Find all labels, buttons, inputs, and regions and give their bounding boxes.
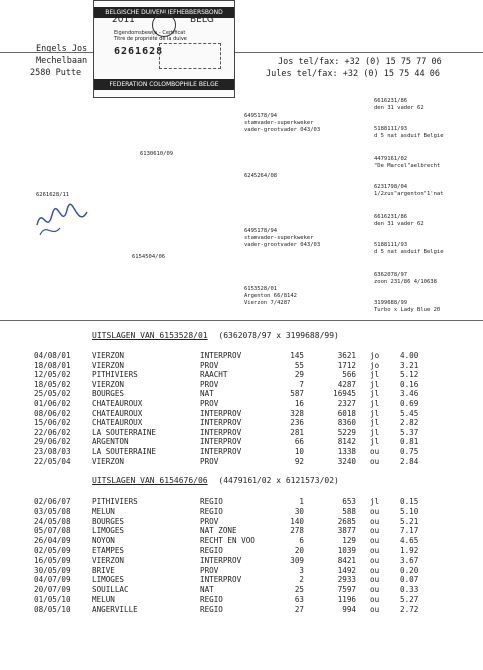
cell-date: 26/04/09 (34, 536, 71, 546)
cell-place: LA SOUTERRAINE (92, 447, 157, 456)
pedigree-divider (0, 320, 483, 321)
certificate-ring-number: 6261628 (114, 46, 164, 57)
pedigree-gen2-2: 6245264/08 (244, 173, 278, 179)
cell-cat: REGIO (200, 546, 223, 555)
cell-birds: 3877 (337, 526, 356, 536)
cell-pos: 7 (299, 379, 304, 389)
cell-cat: PROV (200, 379, 219, 389)
cell-place: BRIVE (92, 565, 115, 575)
cell-date: 24/05/08 (34, 516, 71, 526)
cell-date: 22/06/02 (34, 427, 71, 437)
cell-date: 02/05/09 (34, 546, 71, 555)
pedigree-gen3-6: 5188111/93 d 5 nat asduif Belgie (374, 242, 444, 255)
cell-birds: 1039 (337, 546, 356, 555)
cell-cat: REGIO (200, 595, 223, 604)
cell-pos: 281 (290, 427, 304, 437)
cell-who: ou (370, 456, 380, 466)
table-row (0, 507, 483, 516)
cell-date: 04/07/09 (34, 575, 71, 585)
certificate-top-band: BELGISCHE DUIVENLIEFHEBBERSBOND (94, 7, 234, 18)
cell-pos: 55 (294, 360, 304, 370)
cell-cat: PROV (200, 360, 219, 370)
cell-who: ou (370, 585, 380, 595)
cell-date: 03/05/08 (34, 506, 71, 516)
cell-birds: 16945 (333, 389, 356, 399)
cell-cat: NAT ZONE (200, 526, 237, 536)
cell-cat: PROV (200, 456, 219, 466)
barcode-icon (159, 43, 221, 69)
cell-who: ou (370, 565, 380, 575)
cell-date: 08/06/02 (34, 408, 71, 418)
cell-who: jo (370, 360, 380, 370)
cell-who: ou (370, 604, 380, 614)
cell-cat: INTERPROV (200, 437, 242, 447)
cell-coef: 2.82 (400, 418, 419, 428)
cell-place: MELUN (92, 595, 115, 604)
cell-place: LIMOGES (92, 526, 125, 536)
table-row (0, 361, 483, 370)
cell-birds: 588 (342, 506, 356, 516)
table-row (0, 605, 483, 614)
cell-who: ou (370, 555, 380, 565)
cell-cat: RAACHT (200, 370, 228, 380)
cell-pos: 10 (294, 447, 304, 456)
cell-coef: 5.37 (400, 427, 419, 437)
cell-coef: 0.07 (400, 575, 419, 585)
cell-birds: 994 (342, 604, 356, 614)
owner-city: 2580 Putte (30, 68, 82, 78)
cell-cat: REGIO (200, 604, 223, 614)
pedigree-gen3-3: 4479161/02 "De Marcel"aelbrecht (374, 156, 441, 169)
dam-ring: 6154504/06 (132, 254, 166, 260)
cell-coef: 3.21 (400, 360, 419, 370)
cell-birds: 2327 (337, 399, 356, 408)
cell-who: jl (370, 427, 380, 437)
cell-birds: 2933 (337, 575, 356, 585)
cell-place: NOYON (92, 536, 115, 546)
table-row (0, 457, 483, 466)
cell-who: ou (370, 575, 380, 585)
cell-pos: 140 (290, 516, 304, 526)
cell-date: 02/06/07 (34, 497, 71, 506)
cell-place: LA SOUTERRAINE (92, 427, 157, 437)
pedigree-gen3-2: 5188111/93 d 5 nat asduif Belgie (374, 126, 444, 139)
ownership-certificate (93, 0, 235, 98)
cell-who: jl (370, 418, 380, 428)
table-row (0, 546, 483, 555)
cell-place: VIERZON (92, 360, 125, 370)
cell-birds: 1196 (337, 595, 356, 604)
cell-who: ou (370, 516, 380, 526)
cell-birds: 129 (342, 536, 356, 546)
cell-pos: 309 (290, 555, 304, 565)
table-row (0, 409, 483, 418)
cell-date: 16/05/09 (34, 555, 71, 565)
cell-coef: 0.33 (400, 585, 419, 595)
table-row (0, 399, 483, 408)
cell-cat: NAT (200, 389, 214, 399)
table-row (0, 418, 483, 427)
cell-coef: 0.20 (400, 565, 419, 575)
cell-birds: 1712 (337, 360, 356, 370)
table-row (0, 447, 483, 456)
cell-place: MELUN (92, 506, 115, 516)
cell-pos: 2 (299, 575, 304, 585)
cell-place: ARGENTON (92, 437, 129, 447)
sire-ring: 6130610/09 (140, 151, 174, 157)
cell-place: VIERZON (92, 456, 125, 466)
cell-birds: 6018 (337, 408, 356, 418)
certificate-year: 2011 (112, 15, 135, 25)
cell-date: 18/05/02 (34, 379, 71, 389)
cell-birds: 566 (342, 370, 356, 380)
cell-coef: 5.45 (400, 408, 419, 418)
cell-date: 01/06/02 (34, 399, 71, 408)
pedigree-gen2-4: 6153528/01 Argenton 66/8142 Vierzon 7/4287 (244, 286, 297, 306)
cell-cat: PROV (200, 399, 219, 408)
cell-birds: 8142 (337, 437, 356, 447)
cell-who: ou (370, 506, 380, 516)
pedigree-gen3-4: 6231798/04 1/2zus"argenton"1'nat (374, 184, 444, 197)
pedigree-gen3-5: 6616231/86 den 31 vader 62 (374, 214, 424, 227)
cell-pos: 328 (290, 408, 304, 418)
pedigree-gen2-1: 6495178/94 stamvader-superkweker vader-grootvader 043/03 (244, 113, 321, 133)
table-row (0, 370, 483, 379)
cell-date: 29/06/02 (34, 437, 71, 447)
cell-pos: 278 (290, 526, 304, 536)
cell-pos: 29 (294, 370, 304, 380)
cell-place: VIERZON (92, 555, 125, 565)
cell-coef: 0.16 (400, 379, 419, 389)
table-row (0, 380, 483, 389)
header-divider (0, 52, 93, 53)
cell-date: 15/06/02 (34, 418, 71, 428)
cell-cat: NAT (200, 585, 214, 595)
cell-coef: 0.75 (400, 447, 419, 456)
cell-place: PITHIVIERS (92, 497, 138, 506)
table-row (0, 437, 483, 446)
cell-pos: 3 (299, 565, 304, 575)
pigeon-ring: 6261628/11 (36, 192, 70, 198)
cell-cat: PROV (200, 516, 219, 526)
cell-pos: 1 (299, 497, 304, 506)
table-row (0, 556, 483, 565)
owner-name: Engels Jos (36, 44, 88, 54)
cell-who: ou (370, 546, 380, 555)
cell-pos: 16 (294, 399, 304, 408)
cell-coef: 5.21 (400, 516, 419, 526)
cell-who: jl (370, 497, 380, 506)
cell-date: 05/07/08 (34, 526, 71, 536)
cell-coef: 5.27 (400, 595, 419, 604)
contact-jos: Jos tel/fax: +32 (0) 15 75 77 06 (278, 57, 442, 67)
cell-coef: 2.84 (400, 456, 419, 466)
table-row (0, 585, 483, 594)
certificate-bottom-band: FEDERATION COLOMBOPHILE BELGE (94, 79, 234, 90)
cell-birds: 3621 (337, 351, 356, 360)
cell-cat: INTERPROV (200, 408, 242, 418)
cell-place: VIERZON (92, 351, 125, 360)
cell-coef: 1.92 (400, 546, 419, 555)
cell-pos: 63 (294, 595, 304, 604)
cell-coef: 7.17 (400, 526, 419, 536)
cell-coef: 0.15 (400, 497, 419, 506)
cell-date: 01/05/10 (34, 595, 71, 604)
cell-pos: 587 (290, 389, 304, 399)
cell-coef: 5.10 (400, 506, 419, 516)
cell-place: CHATEAUROUX (92, 418, 143, 428)
cell-pos: 145 (290, 351, 304, 360)
cell-place: ANGERVILLE (92, 604, 138, 614)
cell-who: ou (370, 595, 380, 604)
cell-coef: 3.67 (400, 555, 419, 565)
cell-cat: INTERPROV (200, 555, 242, 565)
cell-cat: INTERPROV (200, 447, 242, 456)
cell-coef: 5.12 (400, 370, 419, 380)
pedigree-gen3-8: 3199688/99 Turbo x Lady Blue 20 (374, 300, 441, 313)
cell-who: jl (370, 408, 380, 418)
certificate-subtitle: Eigendomsbewijs - Certificat Titre de propriété de la duive (114, 30, 187, 42)
cell-cat: RECHT EN VOO (200, 536, 255, 546)
table-row (0, 497, 483, 506)
cell-place: CHATEAUROUX (92, 399, 143, 408)
table-row (0, 351, 483, 360)
cell-birds: 653 (342, 497, 356, 506)
cell-birds: 8360 (337, 418, 356, 428)
results-1-title: UITSLAGEN VAN 6153528/01 (6362078/97 x 3199688/99) (92, 331, 339, 340)
cell-date: 23/08/03 (34, 447, 71, 456)
cell-birds: 2685 (337, 516, 356, 526)
cell-pos: 6 (299, 536, 304, 546)
cell-birds: 8421 (337, 555, 356, 565)
cell-who: jl (370, 379, 380, 389)
cell-cat: INTERPROV (200, 418, 242, 428)
cell-coef: 2.72 (400, 604, 419, 614)
cell-who: jl (370, 370, 380, 380)
cell-place: BOURGES (92, 516, 125, 526)
cell-date: 30/05/09 (34, 565, 71, 575)
cell-pos: 66 (294, 437, 304, 447)
cell-birds: 1492 (337, 565, 356, 575)
cell-date: 22/05/04 (34, 456, 71, 466)
cell-coef: 4.00 (400, 351, 419, 360)
cell-pos: 30 (294, 506, 304, 516)
header-divider-right (233, 52, 483, 53)
cell-date: 20/07/09 (34, 585, 71, 595)
cell-birds: 7597 (337, 585, 356, 595)
cell-who: jl (370, 399, 380, 408)
cell-coef: 3.46 (400, 389, 419, 399)
cell-place: CHATEAUROUX (92, 408, 143, 418)
certificate-country: BELG (190, 15, 214, 25)
cell-cat: REGIO (200, 497, 223, 506)
cell-who: ou (370, 447, 380, 456)
cell-who: jl (370, 437, 380, 447)
cell-cat: PROV (200, 565, 219, 575)
cell-who: jl (370, 389, 380, 399)
table-row (0, 428, 483, 437)
cell-place: PITHIVIERS (92, 370, 138, 380)
cell-place: ETAMPES (92, 546, 125, 555)
results-2-title: UITSLAGEN VAN 6154676/06 (4479161/02 x 6121573/02) (92, 476, 339, 485)
cell-coef: 0.81 (400, 437, 419, 447)
cell-birds: 3240 (337, 456, 356, 466)
cell-coef: 4.65 (400, 536, 419, 546)
cell-cat: INTERPROV (200, 427, 242, 437)
cell-who: ou (370, 536, 380, 546)
cell-date: 12/05/02 (34, 370, 71, 380)
table-row (0, 526, 483, 535)
cell-pos: 25 (294, 585, 304, 595)
cell-cat: INTERPROV (200, 575, 242, 585)
table-row (0, 595, 483, 604)
cell-who: jo (370, 351, 380, 360)
pedigree-gen2-3: 6495178/94 stamvader-superkweker vader-grootvader 043/03 (244, 228, 321, 248)
cell-birds: 1338 (337, 447, 356, 456)
cell-birds: 5229 (337, 427, 356, 437)
cell-place: LIMOGES (92, 575, 125, 585)
table-row (0, 566, 483, 575)
table-row (0, 517, 483, 526)
cell-date: 25/05/02 (34, 389, 71, 399)
cell-date: 04/08/01 (34, 351, 71, 360)
cell-who: ou (370, 526, 380, 536)
cell-pos: 236 (290, 418, 304, 428)
cell-date: 18/08/01 (34, 360, 71, 370)
signature (32, 200, 92, 240)
pedigree-gen3-7: 6362078/97 zoon 231/86 4/10638 (374, 272, 437, 285)
cell-place: SOUILLAC (92, 585, 129, 595)
cell-place: BOURGES (92, 389, 125, 399)
cell-cat: REGIO (200, 506, 223, 516)
cell-coef: 0.69 (400, 399, 419, 408)
cell-pos: 27 (294, 604, 304, 614)
owner-street: Mechelbaan (36, 56, 88, 66)
cell-place: VIERZON (92, 379, 125, 389)
table-row (0, 575, 483, 584)
cell-pos: 92 (294, 456, 304, 466)
cell-birds: 4287 (337, 379, 356, 389)
table-row (0, 389, 483, 398)
table-row (0, 536, 483, 545)
cell-cat: INTERPROV (200, 351, 242, 360)
cell-pos: 20 (294, 546, 304, 555)
pedigree-gen3-1: 6616231/86 den 31 vader 62 (374, 98, 424, 111)
contact-jules: Jules tel/fax: +32 (0) 15 75 44 06 (266, 69, 440, 79)
cell-date: 08/05/10 (34, 604, 71, 614)
